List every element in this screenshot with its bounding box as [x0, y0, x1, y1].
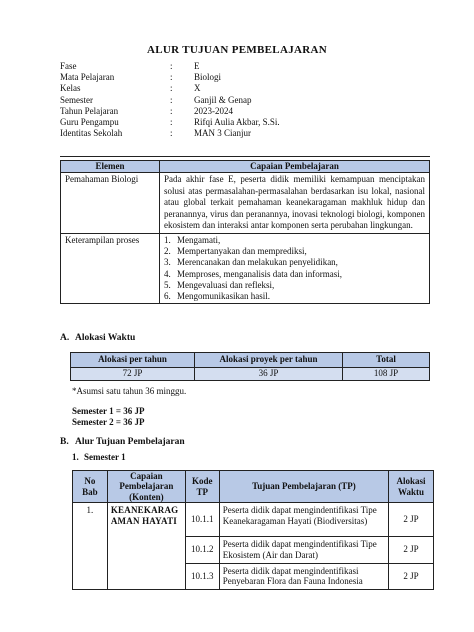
- elemen-cell: Keterampilan proses: [61, 233, 160, 304]
- value-alokasi-tahun: 72 JP: [71, 368, 195, 381]
- meta-colon: :: [170, 72, 173, 83]
- skills-list: [164, 235, 425, 303]
- meta-row-mata-pelajaran: [60, 72, 430, 83]
- value-total: 108 JP: [343, 368, 430, 381]
- elemen-cell: Pemahaman Biologi: [61, 173, 160, 234]
- table-header-row: [73, 471, 434, 503]
- section-a-heading: [60, 333, 135, 345]
- semester-1-title: Semester 1: [84, 452, 126, 462]
- alokasi-table: [70, 352, 430, 381]
- list-number: 2.: [164, 246, 171, 257]
- meta-value: X: [194, 83, 201, 94]
- capaian-cell: [160, 173, 430, 234]
- atp-table: [72, 470, 434, 590]
- cell-materi: KEANEKARAG AMAN HAYATI: [107, 503, 185, 590]
- meta-label: Mata Pelajaran: [60, 72, 115, 83]
- header-alokasi-tahun: Alokasi per tahun: [71, 353, 195, 368]
- header-alokasi-waktu: [389, 471, 434, 503]
- header-total: Total: [343, 353, 430, 368]
- list-number: 3.: [164, 257, 171, 268]
- meta-colon: :: [170, 128, 173, 139]
- cell-no: 1.: [73, 503, 108, 590]
- cell-waktu: 2 JP: [389, 563, 434, 590]
- cell-tp: Peserta didik dapat mengindentifikasi Tipe Ekosistem (Air dan Darat): [219, 537, 388, 564]
- semester-2-allocation: Semester 2 = 36 JP: [72, 417, 145, 427]
- cell-tp: Peserta didik dapat mengindentifikasi Penyebaran Flora dan Fauna Indonesia: [219, 563, 388, 590]
- identity-divider: [60, 156, 430, 157]
- skills-cell: [160, 233, 430, 304]
- cell-kode: 10.1.1: [185, 503, 219, 537]
- semester-1-label: 1.: [72, 452, 79, 462]
- section-b-title: Alur Tujuan Pembelajaran: [75, 437, 185, 447]
- capaian-text: Pada akhir fase E, peserta didik memiliki kemampuan menciptakan solusi atas permasalahan-permasalahan berdasarkan isu lokal, nasional atau global terkait pemahaman keanekaragaman makhluk hidup dan peranannya, virus dan peranannya, inovasi teknologi biologi, komponen ekosistem dan interaksi antar komponen serta perubahan lingkungan.: [164, 174, 425, 231]
- header-elemen: Elemen: [61, 161, 160, 173]
- meta-label: Semester: [60, 94, 93, 105]
- meta-row-guru-pengampu: [60, 117, 430, 128]
- header-line: (Konten): [129, 491, 164, 502]
- cell-waktu: 2 JP: [389, 537, 434, 564]
- meta-colon: :: [170, 61, 173, 71]
- header-line: Waktu: [398, 486, 425, 497]
- header-capaian: Capaian Pembelajaran: [160, 161, 430, 173]
- list-item: [164, 257, 425, 268]
- header-tujuan-pembelajaran: Tujuan Pembelajaran (TP): [219, 471, 388, 503]
- header-no-bab: [73, 471, 108, 503]
- list-item: [164, 269, 425, 280]
- meta-value: Biologi: [194, 72, 222, 83]
- header-line: Capaian: [130, 471, 163, 481]
- table-header-row: [61, 161, 430, 173]
- list-item: [164, 280, 425, 291]
- table-row: [73, 503, 434, 537]
- header-line: Kode: [192, 476, 213, 487]
- list-text: Mengevaluasi dan refleksi,: [177, 279, 275, 290]
- header-line: TP: [196, 486, 209, 497]
- meta-value: E: [194, 61, 200, 71]
- meta-colon: :: [170, 83, 173, 94]
- header-line: No: [84, 476, 96, 487]
- table-row: [71, 368, 430, 381]
- document-title: ALUR TUJUAN PEMBELAJARAN: [147, 44, 327, 56]
- section-b-heading: [60, 437, 185, 449]
- header-line: Bab: [82, 486, 98, 497]
- meta-value: Ganjil & Genap: [194, 94, 252, 105]
- list-text: Mengomunikasikan hasil.: [177, 291, 270, 302]
- meta-label: Kelas: [60, 83, 81, 94]
- list-item: [164, 235, 425, 246]
- meta-label: Identitas Sekolah: [60, 128, 123, 139]
- meta-row-tahun-pelajaran: [60, 106, 430, 117]
- meta-colon: :: [170, 94, 173, 105]
- table-row: [61, 173, 430, 234]
- cell-kode: 10.1.2: [185, 537, 219, 564]
- list-item: [164, 246, 425, 257]
- cell-waktu: 2 JP: [389, 503, 434, 537]
- meta-label: Guru Pengampu: [60, 116, 119, 127]
- list-number: 5.: [164, 279, 171, 290]
- list-item: [164, 291, 425, 302]
- list-text: Mempertanyakan dan memprediksi,: [177, 246, 307, 257]
- list-number: 1.: [164, 234, 171, 245]
- header-line: Alokasi: [396, 476, 426, 487]
- value-alokasi-proyek: 36 JP: [195, 368, 343, 381]
- meta-label: Tahun Pelajaran: [60, 105, 119, 116]
- header-line: Pembelajaran: [119, 481, 174, 492]
- section-a-title: Alokasi Waktu: [75, 333, 136, 343]
- list-text: Mengamati,: [177, 234, 221, 245]
- meta-row-identitas-sekolah: [60, 128, 430, 139]
- meta-colon: :: [170, 116, 173, 127]
- assumption-note: *Asumsi satu tahun 36 minggu.: [72, 386, 187, 396]
- semester-1-heading: [72, 452, 126, 463]
- meta-value: Rifqi Aulia Akbar, S.Si.: [194, 116, 280, 127]
- header-capaian-konten: [107, 471, 185, 503]
- meta-row-fase: [60, 61, 430, 72]
- elemen-table: [60, 160, 430, 304]
- identity-block: [60, 61, 430, 139]
- section-b-label: B.: [60, 437, 69, 447]
- table-row: [61, 233, 430, 304]
- meta-value: MAN 3 Cianjur: [194, 128, 251, 139]
- list-text: Merencanakan dan melakukan penyelidikan,: [177, 257, 338, 268]
- section-a-label: A.: [60, 333, 70, 343]
- meta-colon: :: [170, 105, 173, 116]
- list-number: 6.: [164, 291, 171, 302]
- meta-row-kelas: [60, 83, 430, 94]
- header-kode-tp: [185, 471, 219, 503]
- header-alokasi-proyek: Alokasi proyek per tahun: [195, 353, 343, 368]
- cell-kode: 10.1.3: [185, 563, 219, 590]
- semester-1-allocation: Semester 1 = 36 JP: [72, 406, 145, 416]
- cell-tp: Peserta didik dapat mengindentifikasi Tipe Keanekaragaman Hayati (Biodiversitas): [219, 503, 388, 537]
- meta-label: Fase: [60, 61, 77, 71]
- meta-row-semester: [60, 95, 430, 106]
- meta-value: 2023-2024: [194, 105, 233, 116]
- list-number: 4.: [164, 268, 171, 279]
- list-text: Memproses, menganalisis data dan informasi,: [177, 268, 342, 279]
- table-header-row: [71, 353, 430, 368]
